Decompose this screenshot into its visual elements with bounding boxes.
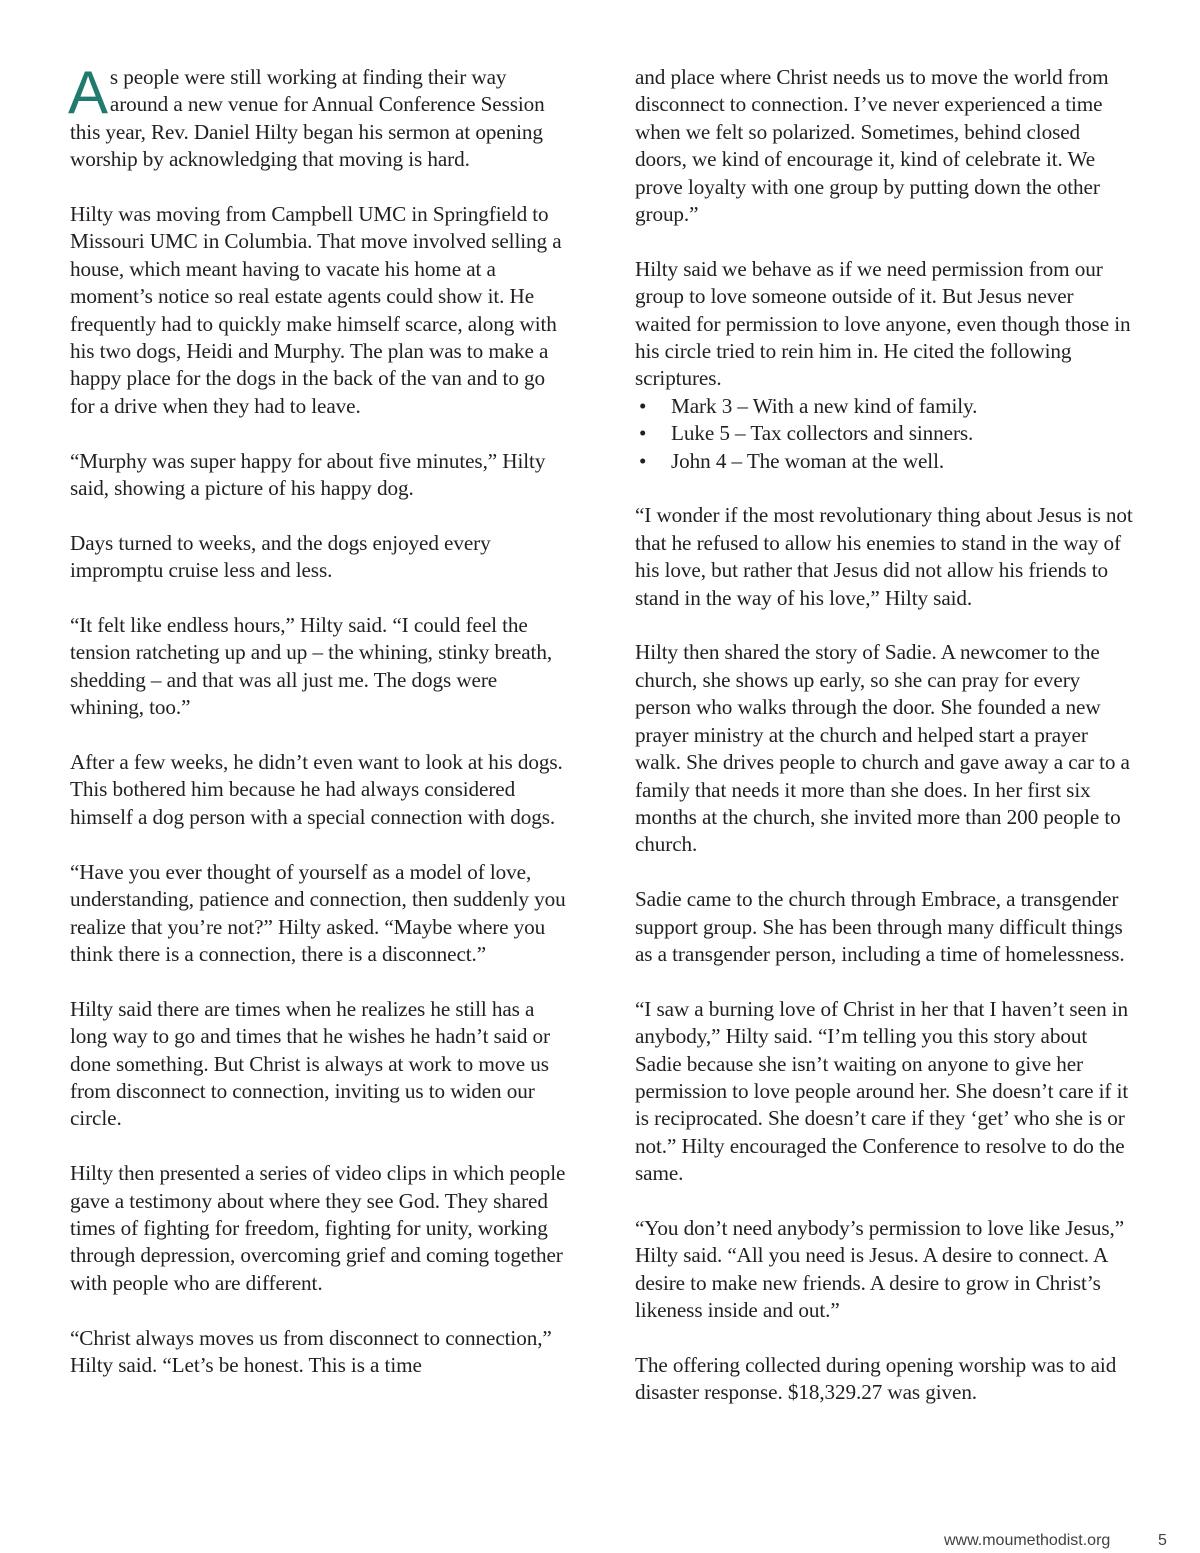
list-item: [635, 420, 1133, 447]
list-item-text: Luke 5 – Tax collectors and sinners.: [671, 421, 974, 446]
bullet-icon: •: [639, 421, 647, 446]
paragraph: and place where Christ needs us to move the world from disconnect to connection. I’ve never experienced a time when we felt so polarized. Sometimes, behind closed doors, we kind of encourage it, kind of celebrate it. We prove loyalty with one group by putting down the other group.”: [635, 65, 1109, 227]
list-item: [635, 393, 1133, 420]
paragraph: “Have you ever thought of yourself as a model of love, understanding, patience and connection, then suddenly you realize that you’re not?” Hilty asked. “Maybe where you think there is a connection, there is a disconnect.”: [70, 859, 566, 966]
paragraph: “It felt like endless hours,” Hilty said. “I could feel the tension ratcheting up and up – the whining, stinky breath, shedding – and that was all just me. The dogs were whining, too.”: [70, 613, 553, 720]
paragraph: Days turned to weeks, and the dogs enjoyed every impromptu cruise less and less.: [70, 530, 491, 583]
footer-website-link[interactable]: www.moumethodist.org: [944, 1532, 1111, 1549]
paragraph-intro-text: s people were still working at finding their way around a new venue for Annual Conference Session this year, Rev. Daniel Hilty began his sermon at opening worship by acknowledging that moving is hard.: [70, 65, 545, 172]
paragraph: “Christ always moves us from disconnect to connection,” Hilty said. “Let’s be honest. This is a time: [70, 1325, 552, 1377]
paragraph: “I saw a burning love of Christ in her that I haven’t seen in anybody,” Hilty said. “I’m telling you this story about Sadie because she isn’t waiting on anyone to give her permission to love people around her. She doesn’t care if it is reciprocated. She doesn’t care if they ‘get’ who she is or not.” Hilty encouraged the Conference to resolve to do the same.: [635, 996, 1129, 1186]
list-item-text: Mark 3 – With a new kind of family.: [671, 393, 978, 418]
paragraph-lead-in: Hilty said we behave as if we need permission from our group to love someone outside of it. But Jesus never waited for permission to love anyone, even though those in his circle tried to rein him in. He cited the following scriptures.: [635, 256, 1131, 391]
page-number: 5: [1158, 1532, 1167, 1549]
paragraph: Hilty said there are times when he realizes he still has a long way to go and times that he wishes he hadn’t said or done something. But Christ is always at work to move us from disconnect to connection, inviting us to widen our circle.: [70, 996, 550, 1131]
drop-cap: A: [68, 59, 108, 126]
paragraph: After a few weeks, he didn’t even want to look at his dogs. This bothered him because he had always considered himself a dog person with a special connection with dogs.: [70, 750, 563, 829]
paragraph: Hilty was moving from Campbell UMC in Springfield to Missouri UMC in Columbia. That move involved selling a house, which meant having to vacate his home at a moment’s notice so real estate agents could show it. He frequently had to quickly make himself scarce, along with his two dogs, Heidi and Murphy. The plan was to make a happy place for the dogs in the back of the van and to go for a drive when they had to leave.: [70, 202, 562, 418]
paragraph: “You don’t need anybody’s permission to love like Jesus,” Hilty said. “All you need is Jesus. A desire to connect. A desire to make new friends. A desire to grow in Christ’s likeness inside and out.”: [635, 1215, 1125, 1323]
paragraph: Sadie came to the church through Embrace, a transgender support group. She has been through many difficult things as a transgender person, including a time of homelessness.: [635, 887, 1125, 966]
left-column: [68, 59, 568, 1407]
scripture-list: [635, 393, 1133, 475]
paragraph: Hilty then presented a series of video clips in which people gave a testimony about where they see God. They shared times of fighting for freedom, fighting for unity, working through depression, overcoming grief and coming together with people who are different.: [70, 1161, 566, 1295]
list-item: [635, 448, 1133, 475]
paragraph: Hilty then shared the story of Sadie. A newcomer to the church, she shows up early, so she can pray for every person who walks through the door. She founded a new prayer ministry at the church and helped start a prayer walk. She drives people to church and gave away a car to a family that needs it more than she does. In her first six months at the church, she invited more than 200 people to church.: [635, 640, 1130, 857]
paragraph-intro: [68, 59, 568, 174]
bullet-icon: •: [639, 393, 647, 418]
right-column: [635, 64, 1133, 1434]
bullet-icon: •: [639, 448, 647, 473]
paragraph: “I wonder if the most revolutionary thing about Jesus is not that he refused to allow his enemies to stand in the way of his love, but rather that Jesus did not allow his friends to stand in the way of his love,” Hilty said.: [635, 503, 1133, 610]
paragraph: The offering collected during opening worship was to aid disaster response. $18,329.27 was given.: [635, 1352, 1117, 1405]
list-item-text: John 4 – The woman at the well.: [671, 448, 945, 473]
paragraph: “Murphy was super happy for about five minutes,” Hilty said, showing a picture of his happy dog.: [70, 448, 546, 501]
